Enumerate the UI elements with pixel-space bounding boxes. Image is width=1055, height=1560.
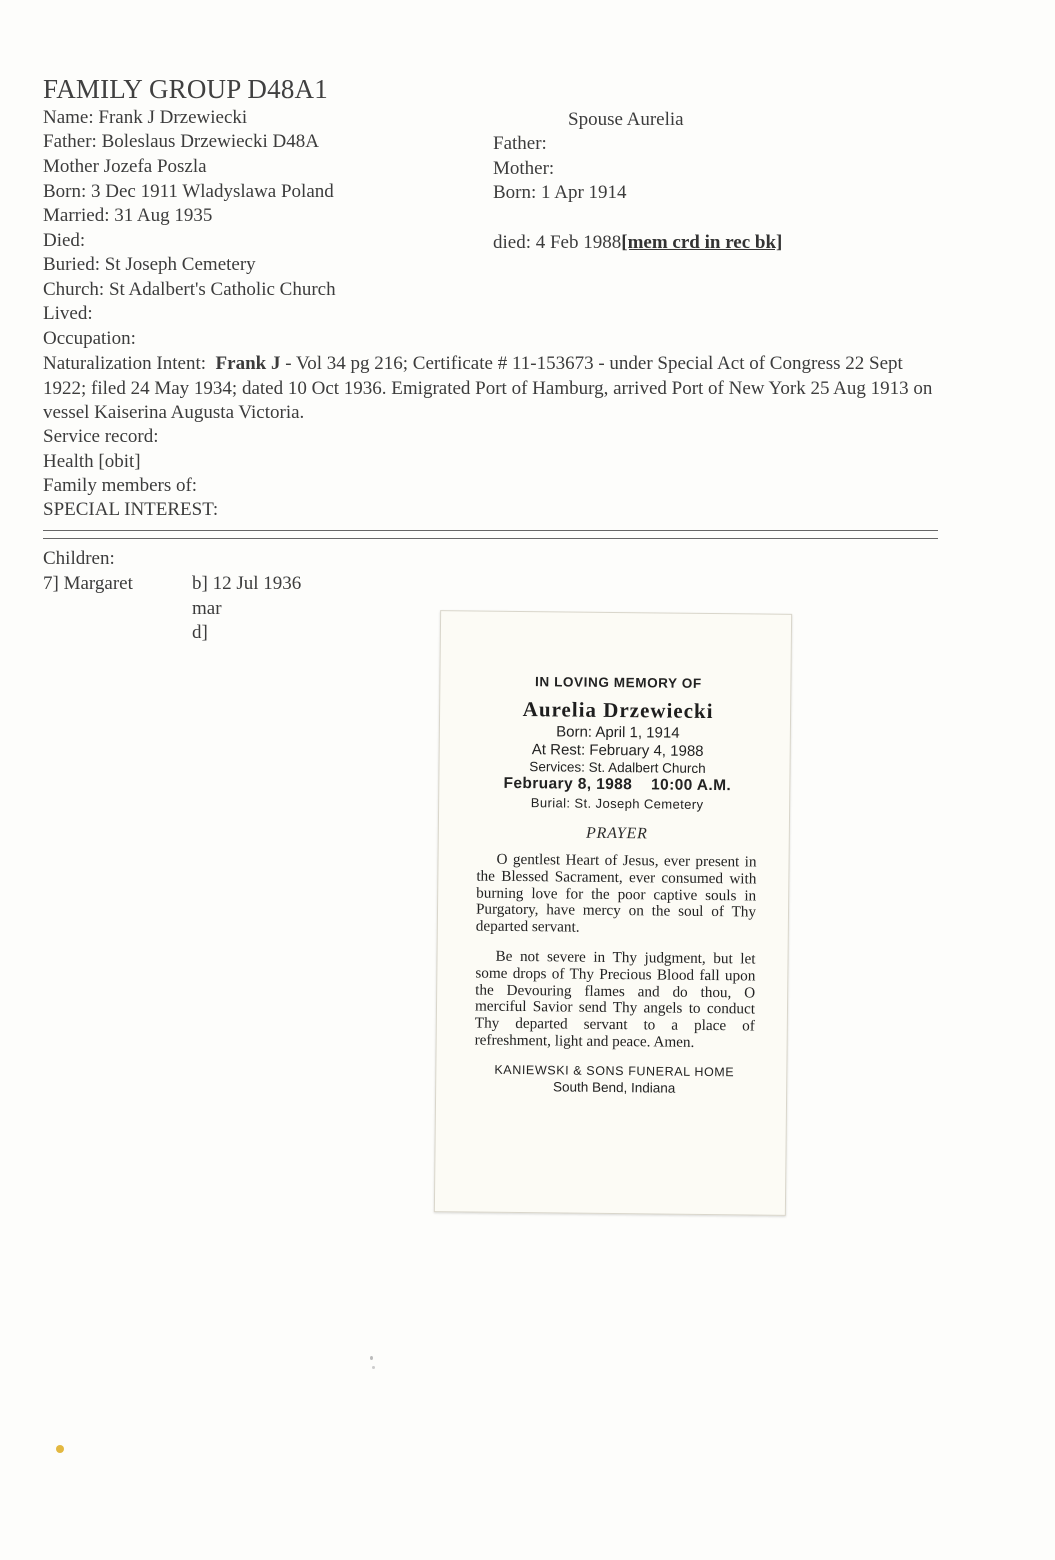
born-field: Born: 3 Dec 1911 Wladyslawa Poland bbox=[43, 181, 334, 202]
family-members-field: Family members of: bbox=[43, 475, 198, 496]
spouse-died-field bbox=[493, 231, 782, 255]
card-service-date-time: February 8, 1988 10:00 A.M. bbox=[503, 774, 732, 795]
child-died: d] bbox=[192, 622, 208, 643]
child-born: b] 12 Jul 1936 bbox=[192, 573, 302, 594]
scan-speck bbox=[56, 1445, 64, 1453]
card-location: South Bend, Indiana bbox=[552, 1079, 676, 1096]
church-field: Church: St Adalbert's Catholic Church bbox=[43, 279, 336, 300]
spouse-died-value: died: 4 Feb 1988 bbox=[493, 232, 622, 253]
card-prayer-paragraph-2: Be not severe in Thy judgment, but let some drops of Thy Precious Blood fall upon the Devouring flames and do thou, O merciful Savior send Thy angels to conduct Thy departed servant to a place of refreshment, light and peace. Amen. bbox=[474, 947, 756, 1051]
died-field: Died: bbox=[43, 230, 86, 251]
child-married: mar bbox=[192, 598, 222, 619]
card-heading: IN LOVING MEMORY OF bbox=[534, 674, 702, 691]
naturalization-label: Naturalization Intent: bbox=[43, 353, 207, 374]
memorial-card-link[interactable]: [mem crd in rec bk] bbox=[621, 232, 783, 253]
memorial-card bbox=[434, 610, 792, 1216]
name-field: Name: Frank J Drzewiecki bbox=[43, 107, 248, 128]
buried-field: Buried: St Joseph Cemetery bbox=[43, 254, 256, 275]
card-born: Born: April 1, 1914 bbox=[556, 723, 680, 742]
card-funeral-home: KANIEWSKI & SONS FUNERAL HOME bbox=[494, 1062, 735, 1080]
occupation-field: Occupation: bbox=[43, 328, 136, 349]
spouse-father-field: Father: bbox=[493, 133, 547, 154]
card-prayer-paragraph-1: O gentlest Heart of Jesus, ever present in the Blessed Sacrament, ever consumed with burning love for the poor captive souls in Purgatory, have mercy on the soul of Thy departed servant. bbox=[475, 850, 757, 936]
married-field: Married: 31 Aug 1935 bbox=[43, 205, 213, 226]
card-at-rest: At Rest: February 4, 1988 bbox=[531, 741, 704, 760]
card-deceased-name: Aurelia Drzewiecki bbox=[522, 697, 714, 724]
naturalization-text: - Vol 34 pg 216; Certificate # 11-153673 - under Special Act of Congress 22 Sept 1922; filed 24 May 1934; dated 10 Oct 1936. Emigrated Port of Hamburg, arrived Port of New York 25 Aug 1913 on vessel Kaiserina Augusta Victoria. bbox=[43, 353, 933, 423]
naturalization-name: Frank J bbox=[215, 353, 281, 374]
naturalization-paragraph bbox=[43, 352, 943, 426]
spouse-mother-field: Mother: bbox=[493, 158, 555, 179]
document-title: FAMILY GROUP D48A1 bbox=[43, 74, 328, 104]
memorial-card-content bbox=[474, 674, 758, 1097]
spouse-field: Spouse Aurelia bbox=[568, 109, 684, 130]
card-services: Services: St. Adalbert Church bbox=[529, 759, 706, 776]
spouse-born-field: Born: 1 Apr 1914 bbox=[493, 182, 627, 203]
card-prayer-text bbox=[475, 852, 757, 1053]
mother-field: Mother Jozefa Poszla bbox=[43, 156, 207, 177]
scan-speck bbox=[372, 1366, 375, 1369]
health-field: Health [obit] bbox=[43, 451, 141, 472]
lived-field: Lived: bbox=[43, 303, 93, 324]
child-name: 7] Margaret bbox=[43, 573, 133, 594]
special-interest-field: SPECIAL INTEREST: bbox=[43, 499, 219, 520]
double-divider bbox=[43, 530, 938, 539]
card-prayer-title: PRAYER bbox=[585, 824, 648, 843]
father-field: Father: Boleslaus Drzewiecki D48A bbox=[43, 131, 319, 152]
scan-speck bbox=[370, 1356, 373, 1360]
card-burial: Burial: St. Joseph Cemetery bbox=[530, 795, 704, 812]
children-label: Children: bbox=[43, 548, 115, 569]
service-record-field: Service record: bbox=[43, 426, 159, 447]
